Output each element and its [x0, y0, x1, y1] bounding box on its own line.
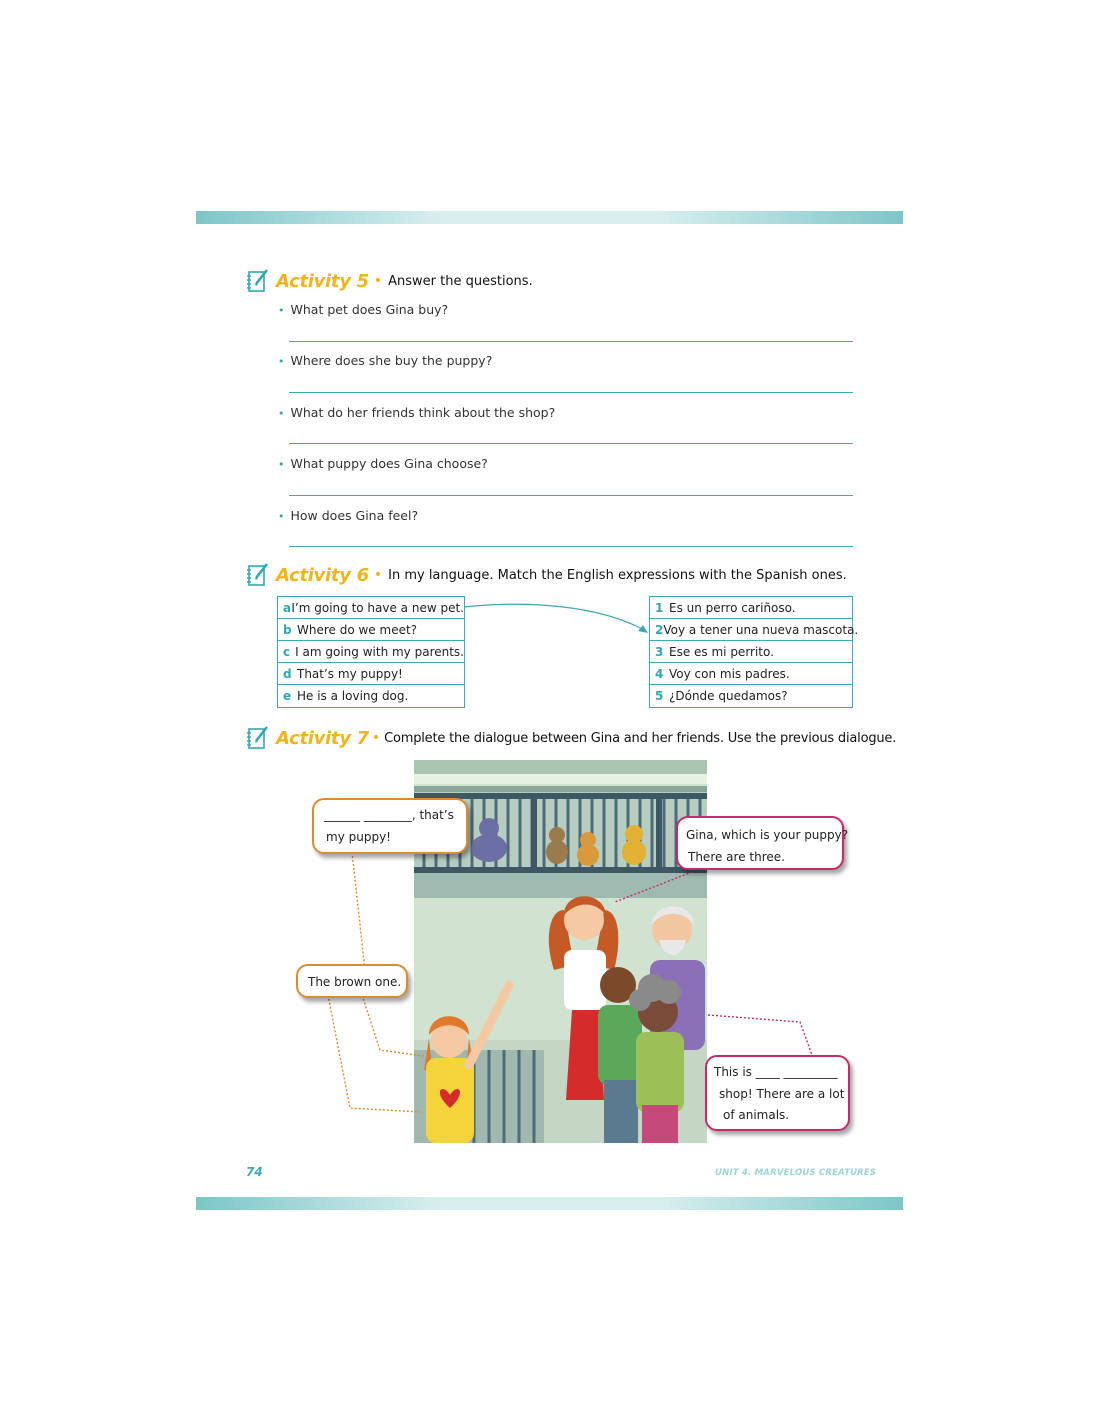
bubble-thats-line1[interactable]: ______ ________, that’s	[324, 808, 454, 822]
activity6-title: Activity 6	[276, 564, 369, 586]
bubble-gina-line1: Gina, which is your puppy?	[686, 828, 849, 842]
bubble-gina-line2: There are three.	[688, 850, 785, 864]
match-example-arrow	[460, 598, 652, 638]
english-item-e[interactable]: e He is a loving dog.	[283, 689, 409, 703]
english-item-d[interactable]: d That’s my puppy!	[278, 663, 464, 685]
activity7-instruction: Complete the dialogue between Gina and her friends. Use the previous dialogue.	[384, 730, 897, 746]
separator-dot: •	[371, 730, 381, 746]
activity6-instruction: In my language. Match the English expressions with the Spanish ones.	[388, 567, 847, 583]
spanish-expressions-list	[649, 596, 859, 708]
english-item-a[interactable]: a I’m going to have a new pet.	[278, 597, 464, 619]
english-item-b[interactable]: b Where do we meet?	[278, 619, 464, 641]
speech-bubble-gina-which-puppy	[676, 816, 849, 870]
page-number: 74	[246, 1165, 263, 1179]
spanish-item-1[interactable]: 1 Es un perro cariñoso.	[650, 597, 852, 619]
top-band	[196, 211, 903, 224]
answer-line-3[interactable]	[289, 443, 853, 444]
activity5-header	[246, 266, 533, 296]
notebook-pencil-icon	[246, 725, 270, 751]
english-expressions-list	[277, 596, 465, 708]
activity7-header	[246, 723, 896, 753]
separator-dot: •	[373, 273, 383, 289]
activity5-instruction: Answer the questions.	[388, 273, 533, 289]
unit-title: UNIT 4. MARVELOUS CREATURES	[715, 1168, 877, 1178]
spanish-item-4[interactable]: 4 Voy con mis padres.	[650, 663, 852, 685]
answer-line-1[interactable]	[289, 341, 853, 342]
speech-bubble-this-is-shop	[705, 1055, 850, 1131]
bubble-this-line2: shop! There are a lot	[719, 1087, 845, 1101]
notebook-pencil-icon	[246, 562, 270, 588]
separator-dot: •	[373, 567, 383, 583]
bottom-band	[196, 1197, 903, 1210]
bubble-thats-line2: my puppy!	[326, 830, 391, 844]
spanish-item-3[interactable]: 3 Ese es mi perrito.	[650, 641, 852, 663]
activity7-title: Activity 7	[276, 727, 369, 749]
activity6-header	[246, 560, 847, 590]
bubble-this-line3: of animals.	[723, 1108, 790, 1122]
question-1: • What pet does Gina buy?	[278, 302, 449, 317]
answer-line-5[interactable]	[289, 546, 853, 547]
question-3: • What do her friends think about the shop?	[278, 405, 556, 420]
bubble-brown-text: The brown one.	[308, 975, 402, 989]
spanish-item-5[interactable]: 5 ¿Dónde quedamos?	[655, 689, 788, 703]
question-5: • How does Gina feel?	[278, 508, 419, 523]
speech-bubble-thats-my-puppy	[312, 798, 468, 854]
notebook-pencil-icon	[246, 268, 270, 294]
answer-line-2[interactable]	[289, 392, 853, 393]
activity5-title: Activity 5	[276, 270, 369, 292]
spanish-item-2[interactable]: 2 Voy a tener una nueva mascota.	[650, 619, 852, 641]
question-2: • Where does she buy the puppy?	[278, 353, 493, 368]
bubble-this-line1[interactable]: This is ____ _________	[714, 1065, 838, 1079]
answer-line-4[interactable]	[289, 495, 853, 496]
speech-bubble-brown-one	[296, 964, 408, 998]
question-4: • What puppy does Gina choose?	[278, 456, 488, 471]
english-item-c[interactable]: c I am going with my parents.	[278, 641, 464, 663]
